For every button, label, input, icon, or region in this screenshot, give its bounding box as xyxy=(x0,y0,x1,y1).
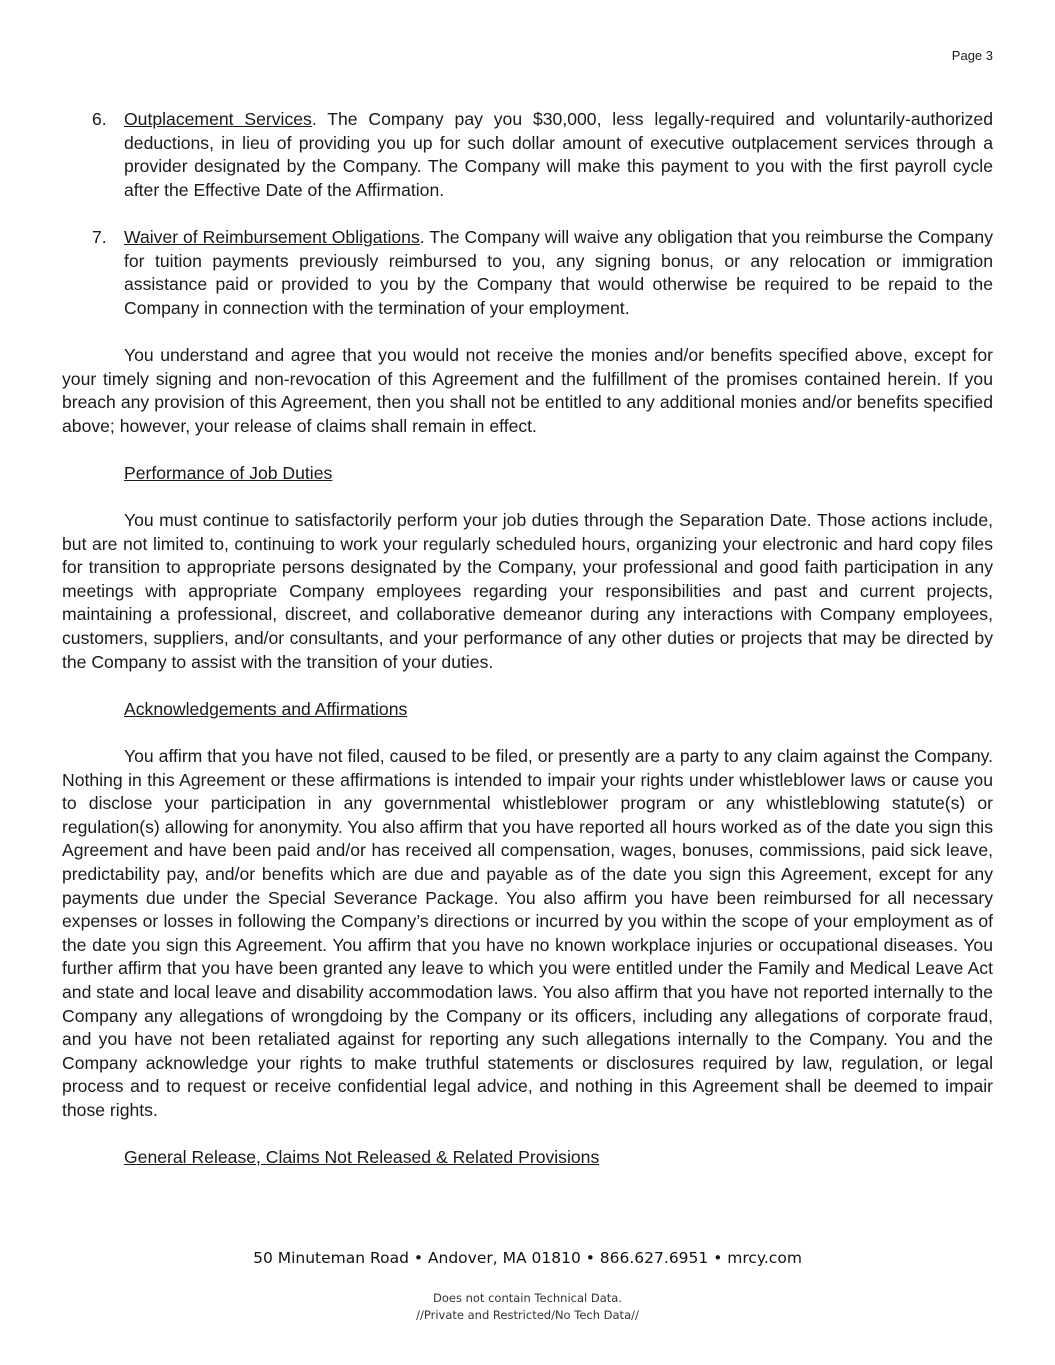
heading-general-release: General Release, Claims Not Released & Related Provisions xyxy=(124,1147,600,1168)
paragraph-performance: You must continue to satisfactorily perform your job duties through the Separation Date. Those actions include, but are not limited to, continuing to work your regularly scheduled hours, organizing your electronic and hard copy files for transition to appropriate persons designated by the Company, your professional and good faith participation in any meetings with appropriate Company employees regarding your responsibilities and past and current projects, maintaining a professional, discreet, and collaborative demeanor during any interactions with Company employees, customers, suppliers, and/or consultants, and your performance of any other duties or projects that may be directed by the Company to assist with the transition of your duties. xyxy=(62,510,993,672)
footer-address: 50 Minuteman Road • Andover, MA 01810 • 866.627.6951 • mrcy.com xyxy=(253,1249,802,1267)
heading-acknowledgements: Acknowledgements and Affirmations xyxy=(124,698,408,719)
footer-note-line2: //Private and Restricted/No Tech Data// xyxy=(416,1308,639,1322)
heading-performance: Performance of Job Duties xyxy=(124,462,333,483)
list-item-number: 7. xyxy=(92,226,107,247)
list-item-title: Outplacement Services xyxy=(124,109,312,129)
paragraph-understand: You understand and agree that you would not receive the monies and/or benefits specified above, except for your timely signing and non-revocation of this Agreement and the fulfillment of the promises contained herein. If you breach any provision of this Agreement, then you shall not be entitled to any additional monies and/or benefits specified above; however, your release of claims shall remain in effect. xyxy=(62,344,993,436)
list-item-title: Waiver of Reimbursement Obligations xyxy=(124,226,420,247)
list-item-text: . The Company pay you $30,000, less legally-required and voluntarily-authorized deductions, in lieu of providing you up for such dollar amount of executive outplacement services through a provider designated by the Company. The Company will make this payment to you with the first payroll cycle after the Effective Date of the Affirmation. xyxy=(124,109,993,200)
paragraph-affirm: You affirm that you have not filed, caused to be filed, or presently are a party to any claim against the Company. Nothing in this Agreement or these affirmations is intended to impair your rights under whistleblower laws or cause you to disclose your participation in any governmental whistleblower program or any whistleblowing statute(s) or regulation(s) allowing for anonymity. You also affirm that you have reported all hours worked as of the date you sign this Agreement and have been paid and/or has received all compensation, wages, bonuses, commissions, paid sick leave, predictability pay, and/or benefits which are due and payable as of the date you sign this Agreement, except for any payments due under the Special Severance Package. You also affirm you have been reimbursed for all necessary expenses or losses in following the Company’s directions or incurred by you within the scope of your employment as of the date you sign this Agreement. You affirm that you have no known workplace injuries or occupational diseases. You further affirm that you have been granted any leave to which you were entitled under the Family and Medical Leave Act and state and local leave and disability accommodation laws. You also affirm that you have not reported internally to the Company any allegations of wrongdoing by the Company or its officers, including any allegations of corporate fraud, and you have not been retaliated against for reporting any such allegations internally to the Company. You and the Company acknowledge your rights to make truthful statements or disclosures required by law, regulation, or legal process and to request or receive confidential legal advice, and nothing in this Agreement shall be deemed to impair those rights. xyxy=(62,746,993,1120)
list-item-outplacement xyxy=(62,108,993,202)
list-item-waiver xyxy=(62,226,993,320)
page-number: Page 3 xyxy=(951,48,993,63)
footer-note xyxy=(0,1290,1055,1324)
document-body xyxy=(62,108,993,1170)
list-item-number: 6. xyxy=(92,109,107,129)
footer-note-line1: Does not contain Technical Data. xyxy=(432,1291,623,1305)
list-item-text: . The Company will waive any obligation that you reimburse the Company for tuition payments previously reimbursed to you, any signing bonus, or any relocation or immigration assistance paid or provided to you by the Company that would otherwise be required to be repaid to the Company in connection with the termination of your employment. xyxy=(124,226,993,318)
